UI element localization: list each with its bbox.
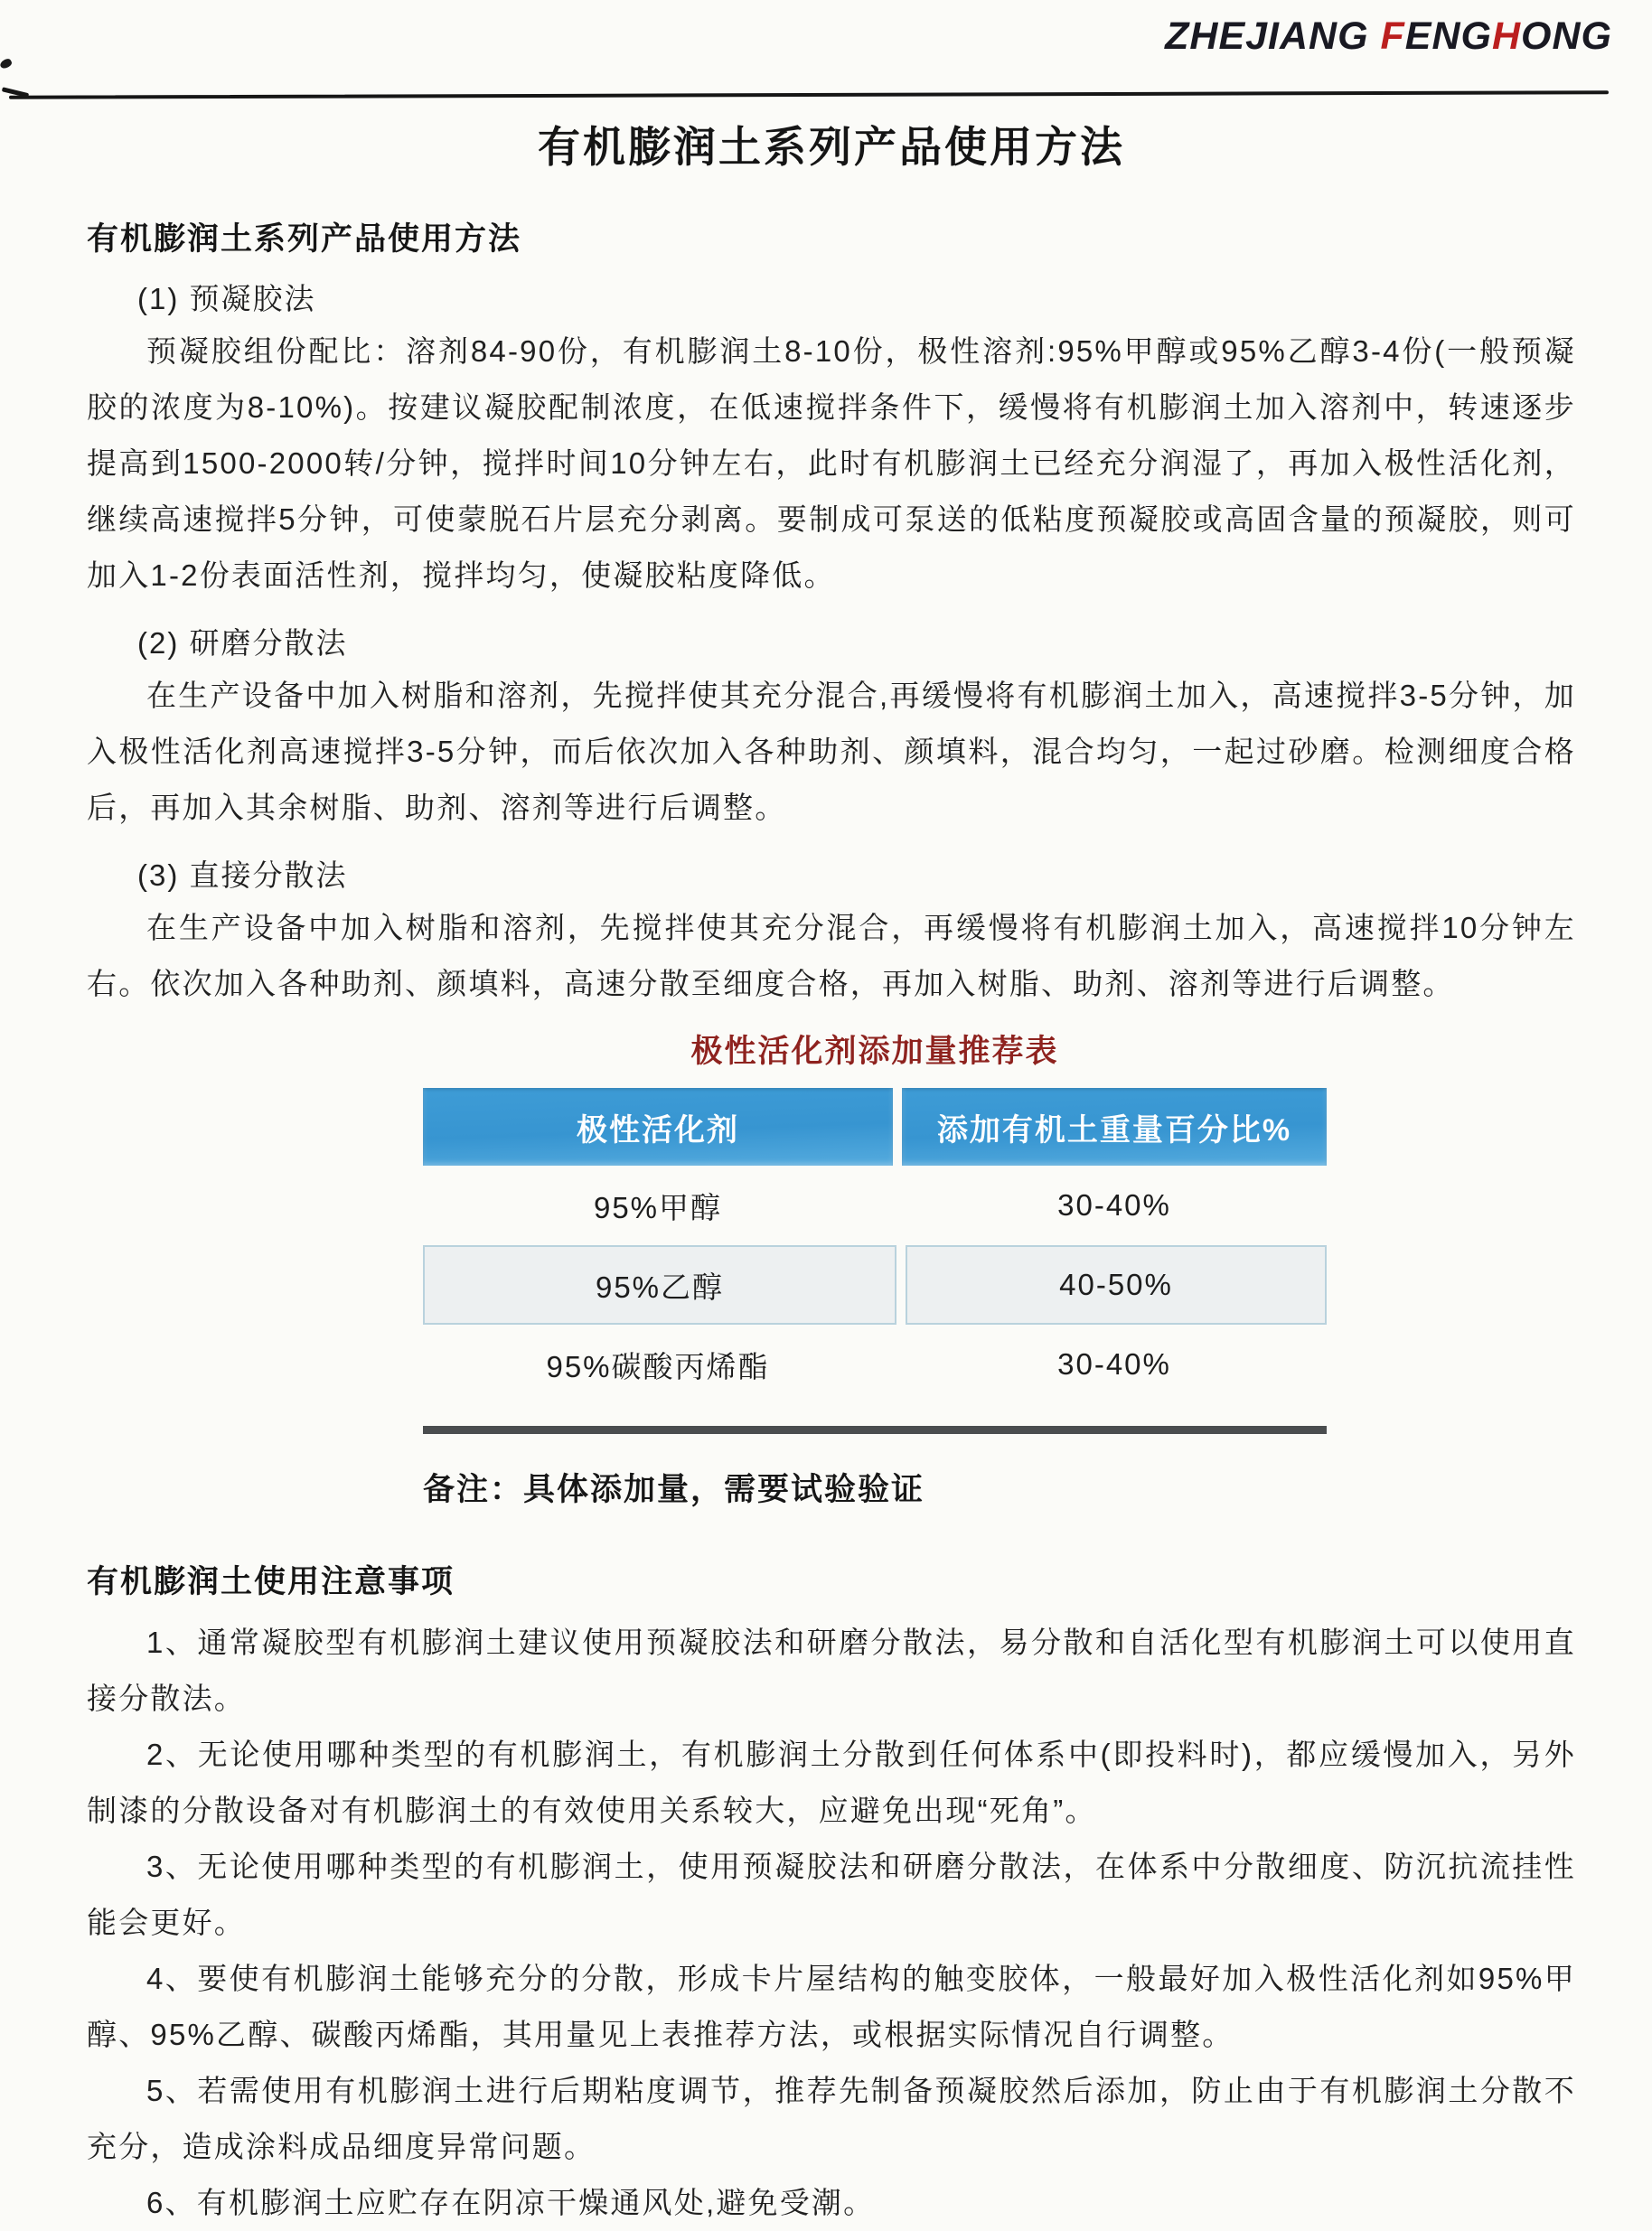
table-header-percentage: 添加有机土重量百分比%: [902, 1088, 1327, 1166]
note-item: 3、无论使用哪种类型的有机膨润土，使用预凝胶法和研磨分散法，在体系中分散细度、防沉抗流挂性能会更好。: [87, 1850, 1576, 1939]
table-title: 极性活化剂添加量推荐表: [690, 1034, 1059, 1069]
table-bottom-rule: [423, 1426, 1327, 1434]
table-cell-percentage: 40-50%: [906, 1245, 1327, 1325]
logo-text: ENG: [1404, 14, 1492, 58]
activator-table-section: [423, 1026, 1327, 1510]
note-item: 2、无论使用哪种类型的有机膨润土，有机膨润土分散到任何体系中(即投料时)，都应缓慢加入，另外制漆的分散设备对有机膨润土的有效使用关系较大，应避免出现“死角”。: [87, 1738, 1576, 1827]
method-1-paragraph: 预凝胶组份配比：溶剂84-90份，有机膨润土8-10份，极性溶剂:95%甲醇或95%乙醇3-4份(一般预凝胶的浓度为8-10%)。按建议凝胶配制浓度，在低速搅拌条件下，缓慢将有机膨润土加入溶剂中，转速逐步提高到1500-2000转/分钟，搅拌时间10分钟左右，此时有机膨润土已经充分润湿了，再加入极性活化剂，继续高速搅拌5分钟，可使蒙脱石片层充分剥离。要制成可泵送的低粘度预凝胶或高固含量的预凝胶，则可加入1-2份表面活性剂，搅拌均匀，使凝胶粘度降低。: [87, 334, 1576, 592]
table-cell-percentage: 30-40%: [1057, 1188, 1171, 1222]
table-cell-percentage: 30-40%: [1057, 1347, 1171, 1381]
notes-section-heading: 有机膨润土使用注意事项: [87, 1564, 455, 1599]
usage-section-heading: 有机膨润土系列产品使用方法: [87, 221, 522, 257]
method-2-paragraph: 在生产设备中加入树脂和溶剂，先搅拌使其充分混合,再缓慢将有机膨润土加入，高速搅拌3-5分钟，加入极性活化剂高速搅拌3-5分钟，而后依次加入各种助剂、颜填料，混合均匀，一起过砂磨。检测细度合格后，再加入其余树脂、助剂、溶剂等进行后调整。: [87, 679, 1576, 824]
table-cell-activator: 95%甲醇: [593, 1190, 723, 1224]
logo-text: ZHEJIANG: [1165, 14, 1381, 58]
logo-letter-h: H: [1491, 14, 1522, 58]
table-header-row: [423, 1088, 1327, 1166]
method-3-paragraph: 在生产设备中加入树脂和溶剂，先搅拌使其充分混合，再缓慢将有机膨润土加入，高速搅拌10分钟左右。依次加入各种助剂、颜填料，高速分散至细度合格，再加入树脂、助剂、溶剂等进行后调整。: [87, 911, 1576, 1000]
note-item: 6、有机膨润土应贮存在阴凉干燥通风处,避免受潮。: [146, 2186, 876, 2219]
note-item: 1、通常凝胶型有机膨润土建议使用预凝胶法和研磨分散法，易分散和自活化型有机膨润土可以使用直接分散法。: [87, 1626, 1576, 1715]
activator-table: [423, 1088, 1327, 1404]
note-item: 4、要使有机膨润土能够充分的分散，形成卡片屋结构的触变胶体，一般最好加入极性活化剂如95%甲醇、95%乙醇、碳酸丙烯酯，其用量见上表推荐方法，或根据实际情况自行调整。: [87, 1962, 1576, 2051]
page-title: 有机膨润土系列产品使用方法: [538, 123, 1125, 171]
logo-text: ONG: [1521, 14, 1612, 58]
company-logo: [1165, 14, 1612, 59]
notes-list: [87, 1615, 1576, 2231]
table-row: [423, 1245, 1327, 1325]
table-row: [423, 1166, 1327, 1245]
table-note: 备注：具体添加量，需要试验验证: [423, 1472, 925, 1507]
method-3-label: (3) 直接分散法: [137, 858, 348, 892]
table-header-activator: 极性活化剂: [423, 1088, 893, 1166]
logo-letter-f: F: [1380, 14, 1405, 58]
method-2-label: (2) 研磨分散法: [137, 626, 348, 660]
table-row: [423, 1325, 1327, 1404]
table-cell-activator: 95%碳酸丙烯酯: [546, 1349, 770, 1383]
table-cell-activator: 95%乙醇: [423, 1245, 896, 1325]
method-1-label: (1) 预凝胶法: [137, 282, 316, 315]
note-item: 5、若需使用有机膨润土进行后期粘度调节，推荐先制备预凝胶然后添加，防止由于有机膨润土分散不充分，造成涂料成品细度异常问题。: [87, 2074, 1576, 2163]
table-body: [423, 1166, 1327, 1404]
